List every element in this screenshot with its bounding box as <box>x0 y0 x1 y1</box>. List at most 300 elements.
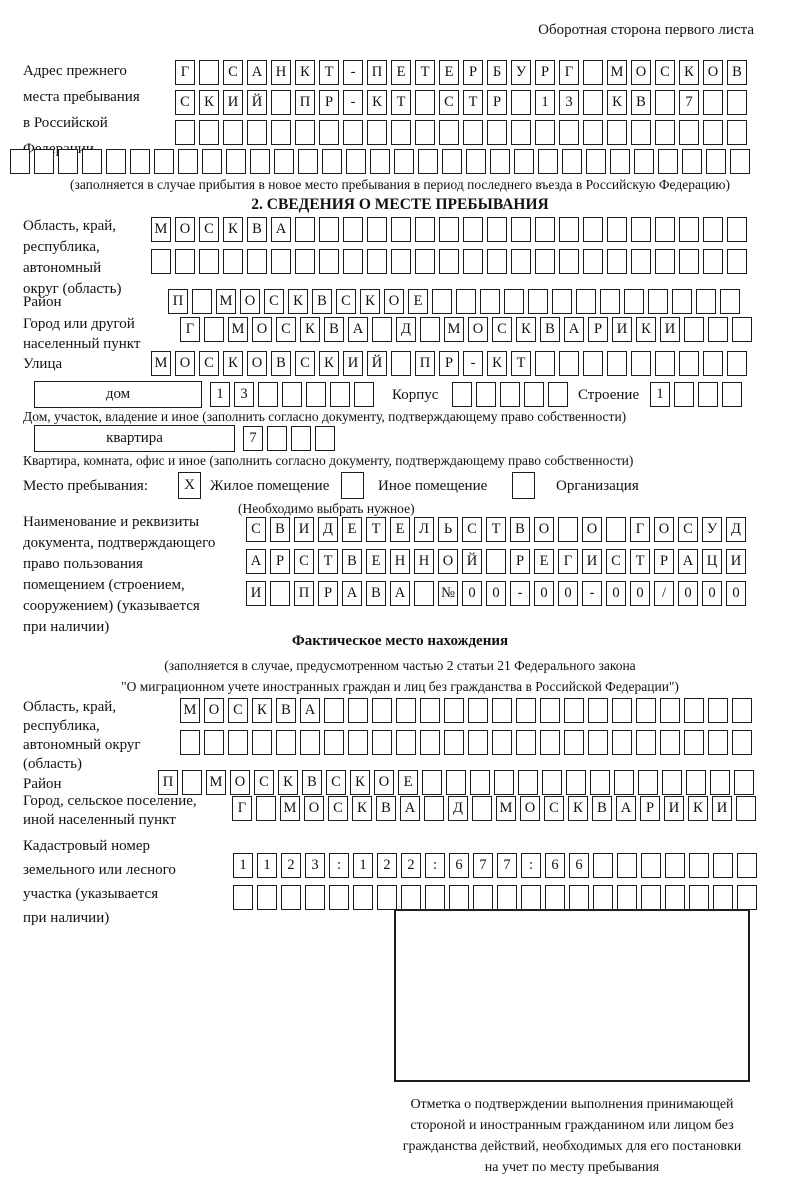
char-cell[interactable] <box>631 120 651 145</box>
char-cell[interactable] <box>444 730 464 755</box>
char-cell[interactable]: : <box>425 853 445 878</box>
char-cell[interactable]: А <box>342 581 362 606</box>
char-cell[interactable] <box>727 120 747 145</box>
char-cell[interactable] <box>425 885 445 910</box>
char-cell[interactable] <box>281 885 301 910</box>
char-cell[interactable]: С <box>276 317 296 342</box>
char-cell[interactable] <box>566 770 586 795</box>
char-cell[interactable] <box>490 149 510 174</box>
char-cell[interactable]: А <box>247 60 267 85</box>
char-cell[interactable]: Т <box>463 90 483 115</box>
char-cell[interactable] <box>672 289 692 314</box>
char-cell[interactable] <box>204 317 224 342</box>
char-cell[interactable] <box>606 517 626 542</box>
char-cell[interactable] <box>535 120 555 145</box>
char-cell[interactable] <box>463 217 483 242</box>
char-cell[interactable] <box>614 770 634 795</box>
char-cell[interactable]: Н <box>390 549 410 574</box>
char-cell[interactable]: 6 <box>449 853 469 878</box>
char-cell[interactable]: Р <box>270 549 290 574</box>
char-cell[interactable] <box>487 249 507 274</box>
char-cell[interactable] <box>486 549 506 574</box>
char-cell[interactable] <box>487 120 507 145</box>
char-cell[interactable] <box>655 217 675 242</box>
char-cell[interactable]: В <box>510 517 530 542</box>
char-cell[interactable] <box>518 770 538 795</box>
char-cell[interactable]: Т <box>391 90 411 115</box>
char-cell[interactable]: Е <box>408 289 428 314</box>
char-cell[interactable] <box>276 730 296 755</box>
char-cell[interactable]: Е <box>439 60 459 85</box>
char-cell[interactable] <box>727 351 747 376</box>
char-cell[interactable]: А <box>246 549 266 574</box>
char-cell[interactable]: К <box>360 289 380 314</box>
char-cell[interactable] <box>600 289 620 314</box>
char-cell[interactable] <box>420 317 440 342</box>
char-cell[interactable] <box>343 120 363 145</box>
char-cell[interactable]: О <box>703 60 723 85</box>
char-cell[interactable]: Т <box>366 517 386 542</box>
char-cell[interactable] <box>558 517 578 542</box>
char-cell[interactable]: Е <box>390 517 410 542</box>
char-cell[interactable]: С <box>492 317 512 342</box>
char-cell[interactable]: Р <box>319 90 339 115</box>
char-cell[interactable] <box>415 90 435 115</box>
char-cell[interactable] <box>154 149 174 174</box>
char-cell[interactable]: С <box>328 796 348 821</box>
char-cell[interactable] <box>737 853 757 878</box>
char-cell[interactable] <box>682 149 702 174</box>
char-cell[interactable]: О <box>468 317 488 342</box>
char-cell[interactable] <box>706 149 726 174</box>
char-cell[interactable]: В <box>376 796 396 821</box>
char-cell[interactable]: : <box>329 853 349 878</box>
char-cell[interactable]: А <box>348 317 368 342</box>
char-cell[interactable] <box>466 149 486 174</box>
char-cell[interactable]: О <box>654 517 674 542</box>
char-cell[interactable] <box>270 581 290 606</box>
char-cell[interactable]: Д <box>318 517 338 542</box>
char-cell[interactable]: - <box>343 60 363 85</box>
checkbox-organization[interactable] <box>512 472 535 499</box>
char-cell[interactable] <box>710 770 730 795</box>
char-cell[interactable]: Г <box>232 796 252 821</box>
char-cell[interactable]: С <box>264 289 284 314</box>
char-cell[interactable] <box>583 217 603 242</box>
char-cell[interactable]: 0 <box>462 581 482 606</box>
char-cell[interactable]: К <box>278 770 298 795</box>
char-cell[interactable] <box>401 885 421 910</box>
char-cell[interactable] <box>679 351 699 376</box>
char-cell[interactable] <box>444 698 464 723</box>
char-cell[interactable] <box>528 289 548 314</box>
char-cell[interactable] <box>535 217 555 242</box>
char-cell[interactable] <box>396 698 416 723</box>
checkbox-residential[interactable]: X <box>178 472 201 499</box>
char-cell[interactable] <box>456 289 476 314</box>
char-cell[interactable]: М <box>444 317 464 342</box>
char-cell[interactable] <box>250 149 270 174</box>
char-cell[interactable] <box>34 149 54 174</box>
char-cell[interactable] <box>449 885 469 910</box>
char-cell[interactable]: Н <box>271 60 291 85</box>
char-cell[interactable]: П <box>415 351 435 376</box>
char-cell[interactable] <box>636 730 656 755</box>
char-cell[interactable]: А <box>300 698 320 723</box>
char-cell[interactable] <box>300 730 320 755</box>
char-cell[interactable] <box>586 149 606 174</box>
char-cell[interactable]: № <box>438 581 458 606</box>
char-cell[interactable]: Й <box>247 90 267 115</box>
char-cell[interactable] <box>624 289 644 314</box>
char-cell[interactable] <box>634 149 654 174</box>
char-cell[interactable]: О <box>204 698 224 723</box>
char-cell[interactable]: 2 <box>281 853 301 878</box>
char-cell[interactable]: М <box>216 289 236 314</box>
char-cell[interactable]: К <box>223 351 243 376</box>
char-cell[interactable] <box>655 249 675 274</box>
char-cell[interactable] <box>737 885 757 910</box>
char-cell[interactable] <box>324 698 344 723</box>
char-cell[interactable] <box>500 382 520 407</box>
char-cell[interactable] <box>655 351 675 376</box>
char-cell[interactable]: И <box>612 317 632 342</box>
char-cell[interactable] <box>607 217 627 242</box>
char-cell[interactable] <box>641 853 661 878</box>
char-cell[interactable] <box>689 885 709 910</box>
char-cell[interactable]: - <box>582 581 602 606</box>
char-cell[interactable]: 0 <box>486 581 506 606</box>
char-cell[interactable]: И <box>223 90 243 115</box>
char-cell[interactable]: Й <box>367 351 387 376</box>
char-cell[interactable] <box>540 698 560 723</box>
char-cell[interactable] <box>727 217 747 242</box>
char-cell[interactable] <box>226 149 246 174</box>
char-cell[interactable] <box>439 249 459 274</box>
char-cell[interactable]: А <box>271 217 291 242</box>
char-cell[interactable]: К <box>636 317 656 342</box>
char-cell[interactable] <box>576 289 596 314</box>
char-cell[interactable]: В <box>631 90 651 115</box>
char-cell[interactable] <box>583 120 603 145</box>
char-cell[interactable]: 3 <box>234 382 254 407</box>
char-cell[interactable]: Д <box>448 796 468 821</box>
char-cell[interactable]: О <box>520 796 540 821</box>
char-cell[interactable] <box>516 698 536 723</box>
char-cell[interactable]: Д <box>726 517 746 542</box>
char-cell[interactable] <box>199 249 219 274</box>
char-cell[interactable] <box>511 120 531 145</box>
char-cell[interactable] <box>698 382 718 407</box>
char-cell[interactable] <box>617 853 637 878</box>
char-cell[interactable] <box>463 249 483 274</box>
char-cell[interactable]: Г <box>630 517 650 542</box>
char-cell[interactable]: У <box>511 60 531 85</box>
char-cell[interactable] <box>291 426 311 451</box>
char-cell[interactable]: 0 <box>702 581 722 606</box>
char-cell[interactable] <box>151 249 171 274</box>
char-cell[interactable]: 2 <box>377 853 397 878</box>
char-cell[interactable] <box>82 149 102 174</box>
char-cell[interactable] <box>391 120 411 145</box>
char-cell[interactable] <box>511 249 531 274</box>
char-cell[interactable]: В <box>366 581 386 606</box>
char-cell[interactable] <box>295 120 315 145</box>
char-cell[interactable]: Р <box>640 796 660 821</box>
char-cell[interactable] <box>538 149 558 174</box>
char-cell[interactable]: С <box>175 90 195 115</box>
char-cell[interactable] <box>583 351 603 376</box>
char-cell[interactable] <box>612 698 632 723</box>
char-cell[interactable]: С <box>223 60 243 85</box>
char-cell[interactable] <box>271 249 291 274</box>
char-cell[interactable]: 7 <box>679 90 699 115</box>
char-cell[interactable] <box>180 730 200 755</box>
char-cell[interactable] <box>569 885 589 910</box>
char-cell[interactable] <box>377 885 397 910</box>
char-cell[interactable]: О <box>304 796 324 821</box>
char-cell[interactable]: Г <box>180 317 200 342</box>
char-cell[interactable] <box>271 120 291 145</box>
char-cell[interactable] <box>282 382 302 407</box>
char-cell[interactable]: Д <box>396 317 416 342</box>
char-cell[interactable] <box>391 249 411 274</box>
char-cell[interactable]: Е <box>534 549 554 574</box>
char-cell[interactable]: А <box>616 796 636 821</box>
char-cell[interactable]: К <box>319 351 339 376</box>
char-cell[interactable] <box>319 217 339 242</box>
char-cell[interactable]: С <box>606 549 626 574</box>
char-cell[interactable]: М <box>151 351 171 376</box>
char-cell[interactable] <box>306 382 326 407</box>
char-cell[interactable] <box>343 217 363 242</box>
char-cell[interactable] <box>732 317 752 342</box>
char-cell[interactable]: С <box>462 517 482 542</box>
char-cell[interactable] <box>452 382 472 407</box>
char-cell[interactable]: 3 <box>305 853 325 878</box>
char-cell[interactable] <box>559 120 579 145</box>
char-cell[interactable]: К <box>688 796 708 821</box>
char-cell[interactable] <box>684 730 704 755</box>
char-cell[interactable] <box>540 730 560 755</box>
char-cell[interactable]: О <box>230 770 250 795</box>
char-cell[interactable] <box>660 698 680 723</box>
char-cell[interactable]: Р <box>463 60 483 85</box>
char-cell[interactable]: И <box>664 796 684 821</box>
char-cell[interactable]: С <box>228 698 248 723</box>
char-cell[interactable]: В <box>276 698 296 723</box>
char-cell[interactable] <box>199 120 219 145</box>
char-cell[interactable]: О <box>374 770 394 795</box>
char-cell[interactable] <box>713 885 733 910</box>
char-cell[interactable]: 0 <box>630 581 650 606</box>
char-cell[interactable] <box>689 853 709 878</box>
char-cell[interactable]: В <box>312 289 332 314</box>
char-cell[interactable] <box>655 120 675 145</box>
char-cell[interactable]: Р <box>487 90 507 115</box>
char-cell[interactable] <box>252 730 272 755</box>
char-cell[interactable] <box>492 730 512 755</box>
char-cell[interactable] <box>372 698 392 723</box>
char-cell[interactable] <box>130 149 150 174</box>
char-cell[interactable]: : <box>521 853 541 878</box>
char-cell[interactable] <box>204 730 224 755</box>
char-cell[interactable]: О <box>631 60 651 85</box>
char-cell[interactable]: В <box>342 549 362 574</box>
char-cell[interactable]: 1 <box>233 853 253 878</box>
char-cell[interactable]: Е <box>391 60 411 85</box>
char-cell[interactable]: О <box>534 517 554 542</box>
char-cell[interactable] <box>607 120 627 145</box>
char-cell[interactable] <box>545 885 565 910</box>
char-cell[interactable] <box>607 351 627 376</box>
char-cell[interactable] <box>631 217 651 242</box>
char-cell[interactable] <box>548 382 568 407</box>
char-cell[interactable] <box>257 885 277 910</box>
char-cell[interactable] <box>684 698 704 723</box>
char-cell[interactable]: Р <box>535 60 555 85</box>
char-cell[interactable] <box>497 885 517 910</box>
char-cell[interactable]: Р <box>588 317 608 342</box>
char-cell[interactable]: - <box>463 351 483 376</box>
char-cell[interactable] <box>472 796 492 821</box>
char-cell[interactable]: С <box>655 60 675 85</box>
char-cell[interactable] <box>593 885 613 910</box>
char-cell[interactable] <box>295 249 315 274</box>
char-cell[interactable]: 0 <box>558 581 578 606</box>
char-cell[interactable] <box>655 90 675 115</box>
char-cell[interactable]: Г <box>175 60 195 85</box>
char-cell[interactable]: П <box>158 770 178 795</box>
char-cell[interactable]: Р <box>510 549 530 574</box>
char-cell[interactable] <box>396 730 416 755</box>
char-cell[interactable]: К <box>607 90 627 115</box>
char-cell[interactable] <box>679 217 699 242</box>
char-cell[interactable]: Ц <box>702 549 722 574</box>
char-cell[interactable] <box>617 885 637 910</box>
char-cell[interactable]: 1 <box>353 853 373 878</box>
char-cell[interactable] <box>638 770 658 795</box>
char-cell[interactable]: С <box>294 549 314 574</box>
char-cell[interactable] <box>516 730 536 755</box>
char-cell[interactable] <box>202 149 222 174</box>
char-cell[interactable] <box>713 853 733 878</box>
char-cell[interactable] <box>324 730 344 755</box>
char-cell[interactable]: С <box>336 289 356 314</box>
char-cell[interactable] <box>559 249 579 274</box>
char-cell[interactable] <box>267 426 287 451</box>
char-cell[interactable]: / <box>654 581 674 606</box>
char-cell[interactable] <box>422 770 442 795</box>
char-cell[interactable]: М <box>607 60 627 85</box>
char-cell[interactable] <box>330 382 350 407</box>
char-cell[interactable]: Т <box>318 549 338 574</box>
char-cell[interactable] <box>524 382 544 407</box>
char-cell[interactable] <box>420 698 440 723</box>
char-cell[interactable] <box>686 770 706 795</box>
char-cell[interactable]: И <box>660 317 680 342</box>
char-cell[interactable] <box>708 317 728 342</box>
char-cell[interactable] <box>415 120 435 145</box>
checkbox-other-premises[interactable] <box>341 472 364 499</box>
char-cell[interactable] <box>511 90 531 115</box>
char-cell[interactable] <box>583 60 603 85</box>
char-cell[interactable] <box>432 289 452 314</box>
char-cell[interactable] <box>394 149 414 174</box>
char-cell[interactable]: 0 <box>726 581 746 606</box>
char-cell[interactable]: К <box>350 770 370 795</box>
char-cell[interactable]: А <box>564 317 584 342</box>
char-cell[interactable]: Р <box>439 351 459 376</box>
char-cell[interactable]: И <box>582 549 602 574</box>
char-cell[interactable]: К <box>367 90 387 115</box>
char-cell[interactable] <box>223 249 243 274</box>
char-cell[interactable]: Е <box>366 549 386 574</box>
char-cell[interactable] <box>562 149 582 174</box>
char-cell[interactable]: В <box>727 60 747 85</box>
char-cell[interactable]: С <box>544 796 564 821</box>
char-cell[interactable]: В <box>302 770 322 795</box>
char-cell[interactable] <box>590 770 610 795</box>
char-cell[interactable] <box>727 90 747 115</box>
char-cell[interactable]: И <box>246 581 266 606</box>
char-cell[interactable]: Т <box>511 351 531 376</box>
char-cell[interactable] <box>494 770 514 795</box>
char-cell[interactable]: О <box>240 289 260 314</box>
char-cell[interactable]: Е <box>342 517 362 542</box>
char-cell[interactable]: С <box>678 517 698 542</box>
char-cell[interactable] <box>271 90 291 115</box>
char-cell[interactable]: 1 <box>535 90 555 115</box>
char-cell[interactable] <box>564 730 584 755</box>
char-cell[interactable] <box>487 217 507 242</box>
char-cell[interactable]: С <box>254 770 274 795</box>
char-cell[interactable]: О <box>175 217 195 242</box>
char-cell[interactable]: В <box>270 517 290 542</box>
char-cell[interactable] <box>665 885 685 910</box>
char-cell[interactable]: У <box>702 517 722 542</box>
char-cell[interactable] <box>607 249 627 274</box>
char-cell[interactable] <box>258 382 278 407</box>
char-cell[interactable] <box>415 217 435 242</box>
char-cell[interactable] <box>583 249 603 274</box>
char-cell[interactable] <box>610 149 630 174</box>
char-cell[interactable] <box>348 698 368 723</box>
char-cell[interactable] <box>295 217 315 242</box>
char-cell[interactable]: А <box>400 796 420 821</box>
char-cell[interactable] <box>736 796 756 821</box>
char-cell[interactable]: Е <box>398 770 418 795</box>
char-cell[interactable]: А <box>678 549 698 574</box>
char-cell[interactable] <box>319 249 339 274</box>
char-cell[interactable] <box>391 217 411 242</box>
char-cell[interactable] <box>178 149 198 174</box>
char-cell[interactable] <box>504 289 524 314</box>
char-cell[interactable] <box>535 351 555 376</box>
char-cell[interactable]: - <box>343 90 363 115</box>
char-cell[interactable] <box>727 249 747 274</box>
char-cell[interactable]: М <box>280 796 300 821</box>
char-cell[interactable] <box>274 149 294 174</box>
char-cell[interactable]: О <box>252 317 272 342</box>
char-cell[interactable] <box>514 149 534 174</box>
char-cell[interactable]: 1 <box>257 853 277 878</box>
char-cell[interactable] <box>353 885 373 910</box>
char-cell[interactable] <box>424 796 444 821</box>
char-cell[interactable] <box>228 730 248 755</box>
char-cell[interactable]: И <box>726 549 746 574</box>
char-cell[interactable]: 7 <box>243 426 263 451</box>
